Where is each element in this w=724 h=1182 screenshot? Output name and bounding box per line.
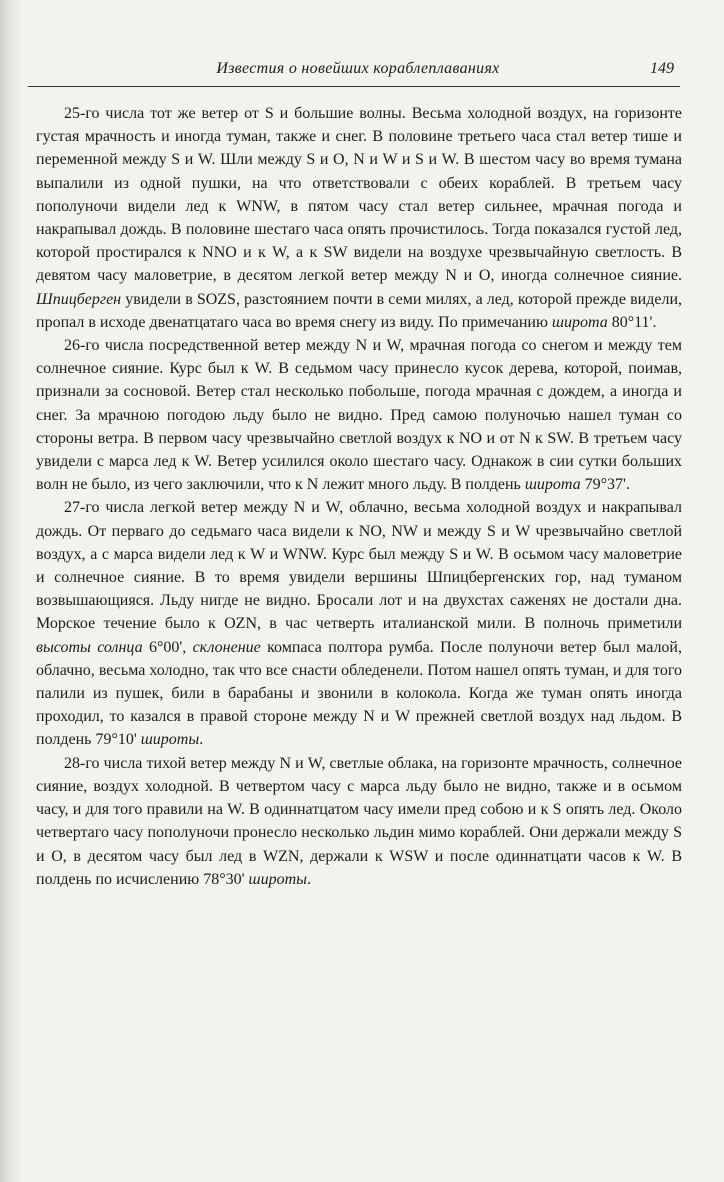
text-run: 28-го числа тихой ветер между N и W, светлые облака, на горизонте мрачность, солнечное сияние, воздух холодной. В четвертом часу с марса льду было не видно, также и в осьмом часу, и для того правили на W. В одиннатцатом часу имели пред собою и к S опять лед. Около четвертаго часу пополуночи пронесло несколько льдин мимо кораблей. Они держали между S и O, в десятом часу был лед в WZN, держали к WSW и после одиннатцати часов к W. В полдень по исчислению 78°30' bbox=[36, 754, 682, 888]
text-run: . bbox=[306, 870, 311, 888]
text-run: 79°37'. bbox=[580, 476, 630, 494]
paragraph-28 bbox=[36, 752, 682, 891]
text-run: 6°00', bbox=[142, 638, 193, 656]
italic-term: широты bbox=[248, 870, 307, 888]
page-number: 149 bbox=[650, 60, 674, 77]
paragraph-27 bbox=[36, 496, 682, 751]
page-gutter-shadow bbox=[0, 0, 22, 1182]
text-run: компаса полтора румба. После полуночи ветер был малой, облачно, весьма холодно, так что все снасти обледенели. Потом нашел опять туман, и для того палили из пушек, били в барабаны и звонили в колокола. Когда же туман опять иногда проходил, то казался в правой стороне между N и W прежней светлой воздух над льдом. В полдень 79°10' bbox=[36, 638, 682, 749]
text-run: 25-го числа тот же ветер от S и большие волны. Весьма холодной воздух, на горизонте густая мрачность и иногда туман, также и снег. В половине третьего часа стал ветер тише и переменной между S и W. Шли между S и O, N и W и S и W. В шестом часу во время тумана выпалили из одной пушки, на что ответствовали с обеих кораблей. В третьем часу пополуночи видели лед к WNW, в пятом часу стал ветер сильнее, мрачная погода и накрапывал дождь. В половине шестаго часа опять прочистилось. Тогда показался густой лед, которой простирался к NNO и к W, а к SW видели на воздухе чрезвычайную светлость. В девятом часу маловетрие, в десятом легкой ветер между N и O, иногда солнечное сияние. bbox=[36, 105, 682, 285]
italic-term: Шпицберген bbox=[36, 290, 122, 308]
italic-term: склонение bbox=[192, 638, 261, 656]
italic-term: высоты солнца bbox=[36, 638, 143, 656]
italic-term: широта bbox=[551, 313, 608, 331]
italic-term: широты bbox=[140, 731, 200, 749]
running-title: Известия о новейших кораблеплаваниях bbox=[216, 60, 500, 77]
text-run: 80°11'. bbox=[607, 313, 657, 331]
paragraph-26 bbox=[36, 334, 682, 496]
text-run: . bbox=[199, 731, 204, 749]
text-run: увидели в SOZS, разстоянием почти в семи милях, а лед, которой прежде видели, пропал в исходе двенатцатаго часа во время снегу из виду. По примечанию bbox=[36, 290, 682, 331]
italic-term: широта bbox=[524, 476, 581, 494]
header-rule bbox=[28, 86, 680, 87]
body-text bbox=[36, 102, 682, 891]
paragraph-25 bbox=[36, 102, 682, 334]
text-run: 27-го числа легкой ветер между N и W, облачно, весьма холодной воздух и накрапывал дождь. От перваго до седьмаго часа видели к NO, NW и между S и W чрезвычайно светлой воздух, а с марса видели лед к W и WNW. Курс был между S и W. В осьмом часу маловетрие и солнечное сияние. В то время увидели вершины Шпицбергенских гор, над туманом возвышающияся. Льду нигде не видно. Бросали лот и на двухстах саженях не достали дна. Морское течение было к OZN, в час четверть италианской мили. В полночь приметили bbox=[36, 499, 682, 633]
page-header bbox=[28, 58, 688, 88]
text-run: 26-го числа посредственной ветер между N и W, мрачная погода со снегом и между тем солнечное сияние. Курс был к W. В седьмом часу принесло кусок дерева, которой, поимав, признали за сосновой. Ветер стал несколько побольше, погода мрачная с дождем, а иногда и снег. За мрачною погодою льду было не видно. Пред самою полуночью нашел туман со стороны ветра. В первом часу чрезвычайно светлой воздух к NO и от N к SW. В третьем часу увидели с марса лед к W. Ветер усилился около шестаго часу. Однакож в сии сутки больших волн не было, из чего заключили, что к N лежит много льду. В полдень bbox=[36, 337, 682, 494]
